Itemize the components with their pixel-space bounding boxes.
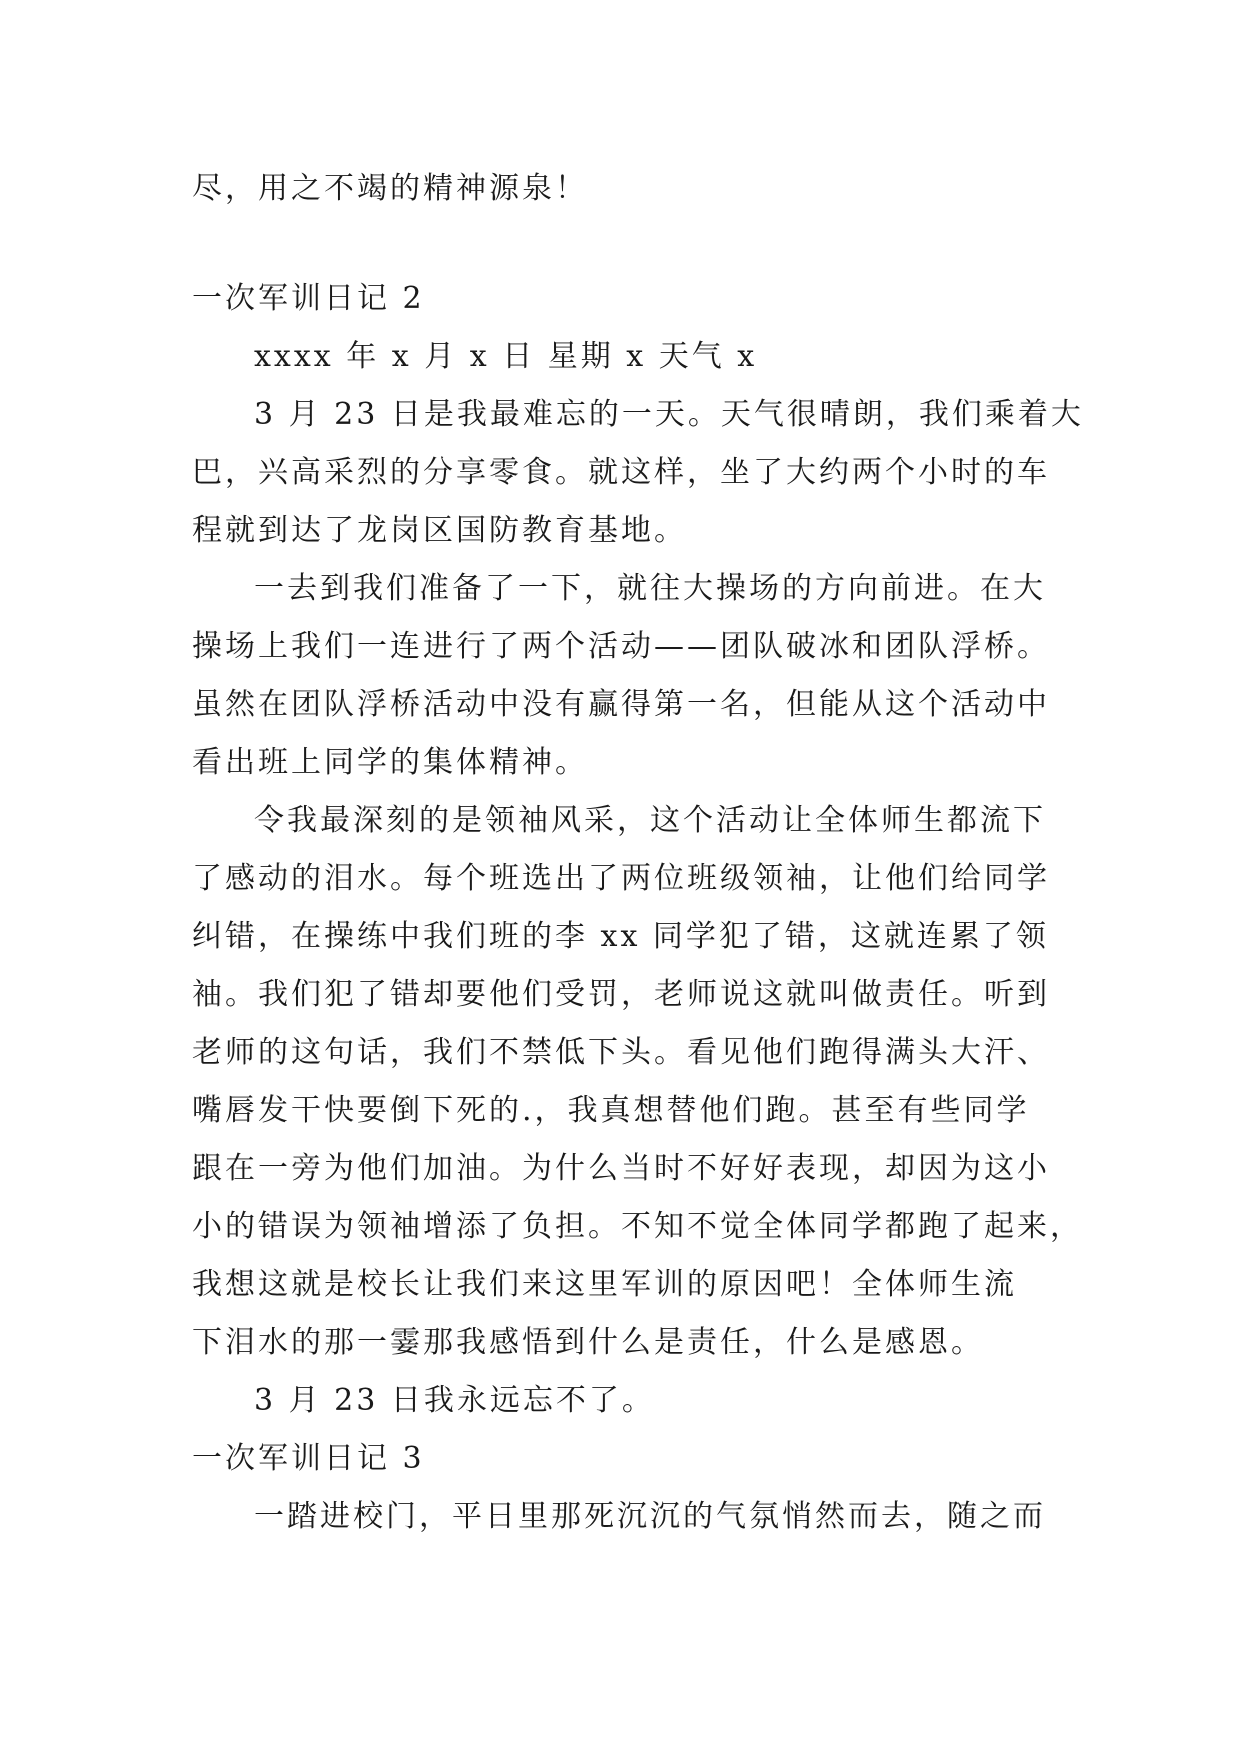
paragraph-line: 纠错，在操练中我们班的李 xx 同学犯了错，这就连累了领 bbox=[192, 919, 1049, 954]
blank-gap bbox=[192, 218, 1052, 270]
paragraph-line: 下泪水的那一霎那我感悟到什么是责任，什么是感恩。 bbox=[192, 1325, 984, 1360]
paragraph-line: 令我最深刻的是领袖风采，这个活动让全体师生都流下 bbox=[254, 803, 1046, 838]
paragraph-line: 老师的这句话，我们不禁低下头。看见他们跑得满头大汗、 bbox=[192, 1035, 1050, 1070]
section-heading: 一次军训日记 2 bbox=[192, 281, 425, 316]
paragraph-line: 我想这就是校长让我们来这里军训的原因吧！全体师生流 bbox=[192, 1267, 1017, 1302]
paragraph-line: 跟在一旁为他们加油。为什么当时不好好表现，却因为这小 bbox=[192, 1151, 1050, 1186]
paragraph-line: 小的错误为领袖增添了负担。不知不觉全体同学都跑了起来， bbox=[192, 1209, 1083, 1244]
paragraph-line: 3 月 23 日我永远忘不了。 bbox=[254, 1383, 655, 1418]
paragraph-line: 一踏进校门，平日里那死沉沉的气氛悄然而去，随之而 bbox=[254, 1499, 1046, 1534]
paragraph-line: 尽，用之不竭的精神源泉！ bbox=[192, 171, 588, 206]
paragraph-line: 袖。我们犯了错却要他们受罚，老师说这就叫做责任。听到 bbox=[192, 977, 1050, 1012]
paragraph-line: 操场上我们一连进行了两个活动——团队破冰和团队浮桥。 bbox=[192, 629, 1050, 664]
paragraph-line: 虽然在团队浮桥活动中没有赢得第一名，但能从这个活动中 bbox=[192, 687, 1050, 722]
paragraph-line: 了感动的泪水。每个班选出了两位班级领袖，让他们给同学 bbox=[192, 861, 1050, 896]
document-body bbox=[192, 160, 1084, 1546]
section-heading: 一次军训日记 3 bbox=[192, 1441, 425, 1476]
paragraph-line: 看出班上同学的集体精神。 bbox=[192, 745, 588, 780]
paragraph-line: 3 月 23 日是我最难忘的一天。天气很晴朗，我们乘着大 bbox=[254, 397, 1084, 432]
diary-date-line: xxxx 年 x 月 x 日 星期 x 天气 x bbox=[254, 339, 758, 374]
paragraph-line: 一去到我们准备了一下，就往大操场的方向前进。在大 bbox=[254, 571, 1046, 606]
paragraph-line: 程就到达了龙岗区国防教育基地。 bbox=[192, 513, 687, 548]
paragraph-line: 巴，兴高采烈的分享零食。就这样，坐了大约两个小时的车 bbox=[192, 455, 1050, 490]
paragraph-line: 嘴唇发干快要倒下死的.，我真想替他们跑。甚至有些同学 bbox=[192, 1093, 1030, 1128]
